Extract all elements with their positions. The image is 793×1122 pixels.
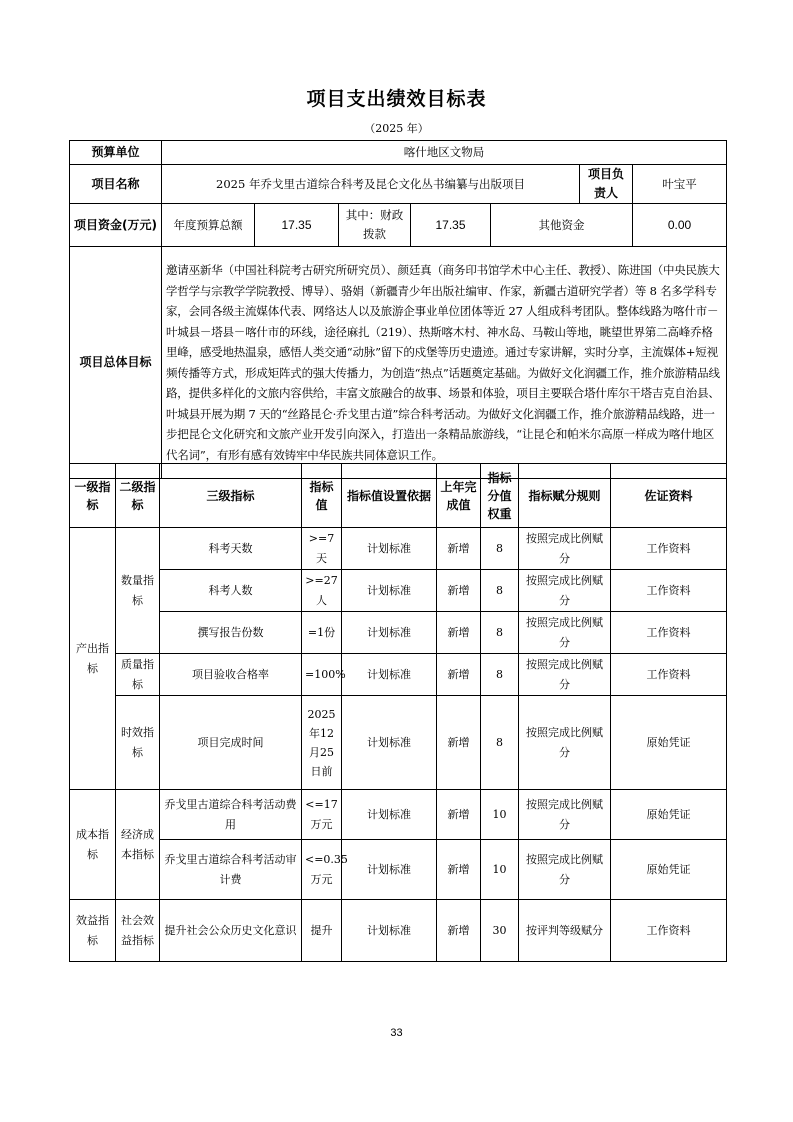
header-rule: 指标赋分规则 bbox=[519, 464, 611, 528]
value-cell: >=27人 bbox=[302, 570, 342, 612]
level3-cell: 乔戈里古道综合科考活动审计费 bbox=[160, 840, 302, 900]
rule-cell: 按照完成比例赋分 bbox=[519, 696, 611, 790]
level3-cell: 项目验收合格率 bbox=[160, 654, 302, 696]
indicator-table bbox=[69, 463, 727, 962]
value-cell: 2025年12月25日前 bbox=[302, 696, 342, 790]
fiscal-value: 17.35 bbox=[411, 204, 491, 247]
level3-cell: 乔戈里古道综合科考活动费用 bbox=[160, 790, 302, 840]
evidence-cell: 原始凭证 bbox=[611, 696, 727, 790]
project-name-label: 项目名称 bbox=[70, 165, 162, 204]
budget-unit-value: 喀什地区文物局 bbox=[162, 141, 727, 165]
level2-timeliness: 时效指标 bbox=[116, 696, 160, 790]
weight-cell: 8 bbox=[481, 570, 519, 612]
level2-quality: 质量指标 bbox=[116, 654, 160, 696]
header-prev: 上年完成值 bbox=[437, 464, 481, 528]
prev-cell: 新增 bbox=[437, 696, 481, 790]
basis-cell: 计划标准 bbox=[342, 654, 437, 696]
rule-cell: 按照完成比例赋分 bbox=[519, 570, 611, 612]
evidence-cell: 工作资料 bbox=[611, 570, 727, 612]
prev-cell: 新增 bbox=[437, 612, 481, 654]
rule-cell: 按照完成比例赋分 bbox=[519, 612, 611, 654]
basis-cell: 计划标准 bbox=[342, 840, 437, 900]
rule-cell: 按照完成比例赋分 bbox=[519, 654, 611, 696]
rule-cell: 按照完成比例赋分 bbox=[519, 528, 611, 570]
level1-cost: 成本指标 bbox=[70, 790, 116, 900]
rule-cell: 按照完成比例赋分 bbox=[519, 790, 611, 840]
project-leader-label: 项目负责人 bbox=[580, 165, 633, 204]
level2-quantity: 数量指标 bbox=[116, 528, 160, 654]
level3-cell: 项目完成时间 bbox=[160, 696, 302, 790]
weight-cell: 10 bbox=[481, 840, 519, 900]
evidence-cell: 工作资料 bbox=[611, 900, 727, 962]
page-title: 项目支出绩效目标表 bbox=[306, 88, 487, 110]
level1-benefit: 效益指标 bbox=[70, 900, 116, 962]
info-table bbox=[69, 140, 727, 479]
header-level1: 一级指标 bbox=[70, 464, 116, 528]
level2-social-benefit: 社会效益指标 bbox=[116, 900, 160, 962]
value-cell: =1份 bbox=[302, 612, 342, 654]
prev-cell: 新增 bbox=[437, 570, 481, 612]
prev-cell: 新增 bbox=[437, 900, 481, 962]
annual-budget-label: 年度预算总额 bbox=[162, 204, 255, 247]
basis-cell: 计划标准 bbox=[342, 696, 437, 790]
annual-budget-value: 17.35 bbox=[255, 204, 339, 247]
table-row bbox=[70, 528, 727, 570]
weight-cell: 8 bbox=[481, 654, 519, 696]
value-cell: >=7天 bbox=[302, 528, 342, 570]
prev-cell: 新增 bbox=[437, 654, 481, 696]
header-level2: 二级指标 bbox=[116, 464, 160, 528]
overall-goal-text: 邀请巫新华（中国社科院考古研究所研究员）、颜廷真（商务印书馆学术中心主任、教授）、陈进国（中央民族大学哲学与宗教学学院教授、博导）、骆娟（新疆青少年出版社编审、作家，新疆古道研究学者）等 8 名多学科专家，会同各级主流媒体代表、网络达人以及旅游企事业单位团体等近 27 人组成科考团队。整体线路为喀什市－叶城县－塔县－喀什市的环线，途径麻扎（219）、热斯喀木村、神水岛、马鞍山等地，眺望世界第二高峰乔格里峰，感受地热温泉，感悟人类交通“动脉”留下的戍堡等历史遗迹。通过专家讲解，实时分享，主流媒体+短视频传播等方式，形成矩阵式的强大传播力，为创造“热点”话题奠定基础。为做好文化润疆工作，推介旅游精品线路，提供多样化的文旅内容供给，丰富文旅融合的故事、场景和体验，项目主要联合塔什库尔干塔吉克自治县、叶城县开展为期 7 天的“丝路昆仑·乔戈里古道”综合科考活动。为做好文化润疆工作，推介旅游精品线路，进一步把昆仑文化研究和文旅产业开发引向深入，打造出一条精品旅游线，“让昆仑和帕米尔高原一样成为喀什地区代名词”，有形有感有效铸牢中华民族共同体意识工作。 bbox=[162, 247, 727, 479]
rule-cell: 按照完成比例赋分 bbox=[519, 840, 611, 900]
table-row bbox=[70, 790, 727, 840]
table-row bbox=[70, 654, 727, 696]
prev-cell: 新增 bbox=[437, 790, 481, 840]
header-value: 指标值 bbox=[302, 464, 342, 528]
basis-cell: 计划标准 bbox=[342, 528, 437, 570]
basis-cell: 计划标准 bbox=[342, 900, 437, 962]
level1-output: 产出指标 bbox=[70, 528, 116, 790]
project-leader-value: 叶宝平 bbox=[633, 165, 727, 204]
overall-goal-label: 项目总体目标 bbox=[70, 247, 162, 479]
level2-economic-cost: 经济成本指标 bbox=[116, 790, 160, 900]
prev-cell: 新增 bbox=[437, 528, 481, 570]
value-cell: <=17万元 bbox=[302, 790, 342, 840]
header-evidence: 佐证资料 bbox=[611, 464, 727, 528]
budget-unit-label: 预算单位 bbox=[70, 141, 162, 165]
prev-cell: 新增 bbox=[437, 840, 481, 900]
basis-cell: 计划标准 bbox=[342, 570, 437, 612]
other-funds-label: 其他资金 bbox=[491, 204, 633, 247]
table-row bbox=[70, 900, 727, 962]
header-level3: 三级指标 bbox=[160, 464, 302, 528]
level3-cell: 科考人数 bbox=[160, 570, 302, 612]
other-funds-value: 0.00 bbox=[633, 204, 727, 247]
header-basis: 指标值设置依据 bbox=[342, 464, 437, 528]
level3-cell: 科考天数 bbox=[160, 528, 302, 570]
project-name-value: 2025 年乔戈里古道综合科考及昆仑文化丛书编纂与出版项目 bbox=[162, 165, 580, 204]
header-weight: 指标分值权重 bbox=[481, 464, 519, 528]
weight-cell: 8 bbox=[481, 528, 519, 570]
year-label: （2025 年） bbox=[364, 122, 429, 135]
evidence-cell: 原始凭证 bbox=[611, 790, 727, 840]
evidence-cell: 工作资料 bbox=[611, 654, 727, 696]
evidence-cell: 原始凭证 bbox=[611, 840, 727, 900]
table-row bbox=[70, 696, 727, 790]
fiscal-label: 其中：财政拨款 bbox=[339, 204, 411, 247]
table-row bbox=[70, 840, 727, 900]
value-cell: <=0.35万元 bbox=[302, 840, 342, 900]
level3-cell: 撰写报告份数 bbox=[160, 612, 302, 654]
evidence-cell: 工作资料 bbox=[611, 612, 727, 654]
value-cell: =100% bbox=[302, 654, 342, 696]
value-cell: 提升 bbox=[302, 900, 342, 962]
basis-cell: 计划标准 bbox=[342, 612, 437, 654]
weight-cell: 8 bbox=[481, 696, 519, 790]
basis-cell: 计划标准 bbox=[342, 790, 437, 840]
rule-cell: 按评判等级赋分 bbox=[519, 900, 611, 962]
weight-cell: 30 bbox=[481, 900, 519, 962]
weight-cell: 8 bbox=[481, 612, 519, 654]
evidence-cell: 工作资料 bbox=[611, 528, 727, 570]
weight-cell: 10 bbox=[481, 790, 519, 840]
level3-cell: 提升社会公众历史文化意识 bbox=[160, 900, 302, 962]
table-row bbox=[70, 612, 727, 654]
funds-label: 项目资金(万元) bbox=[70, 204, 162, 247]
page-number: 33 bbox=[390, 1027, 403, 1039]
table-row bbox=[70, 570, 727, 612]
